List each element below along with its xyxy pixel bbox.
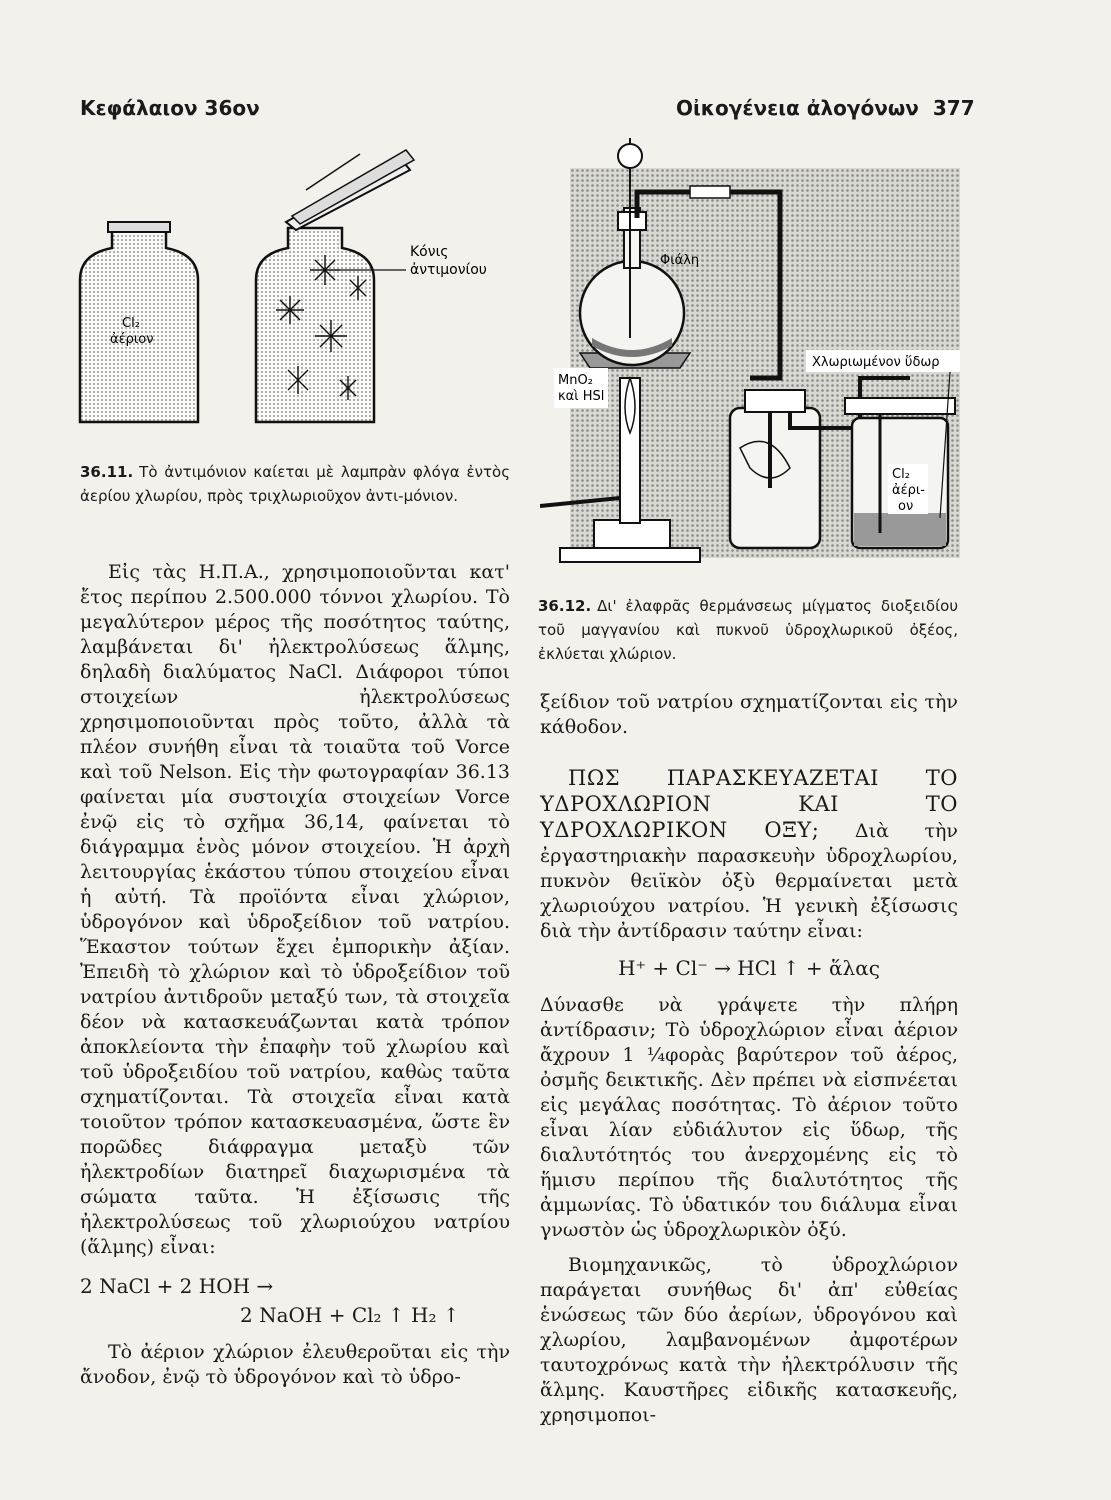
paragraph: Δύνασθε νὰ γράψετε τὴν πλήρη ἀντίδρασιν; Τὸ ὑδροχλώριον εἶναι ἀέριον ἄχρουν 1 ¼φορὰς βαρύτερον τοῦ ἀέρος, ὀσμῆς δεικτικῆς. Δὲν πρέπει νὰ εἰσπνέεται εἰς μεγάλας ποσότητας. Τὸ ἀέριον τοῦτο εἶναι λίαν εὐδιάλυτον εἰς ὕδωρ, τῆς διαλυτότητός του ἀνερχομένης εἰς τὸ ἥμισυ περίπου τῆς διαλυτότητος τῆς ἀμμωνίας. Τὸ ὑδατικόν του διάλυμα εἶναι γνωστὸν ὡς ὑδροχλωρικὸν ὀξύ. [540,994,958,1241]
left-column [80,560,510,1390]
caption-number: 36.12. [538,597,592,615]
reagent-label: MnO₂ [558,373,593,388]
hcl-equation: H⁺ + Cl⁻ → HCl ↑ + ἅλας [618,956,880,980]
gas-label-2: ἀέριον [110,332,154,347]
figure-chlorine-apparatus [540,128,960,578]
caption-text: Δι' ἐλαφρᾶς θερμάνσεως μίγματος διοξειδίου τοῦ μαγγανίου καὶ πυκνοῦ ὑδροχλωρικοῦ ὀξέος, ἐκλύεται χλώριον. [538,597,958,663]
gas-label-3: ον [898,499,914,514]
page-number: 377 [932,96,975,120]
section-heading: ΠΩΣ ΠΑΡΑΣΚΕΥΑΖΕΤΑΙ ΤΟ ΥΔΡΟΧΛΩΡΙΟΝ ΚΑΙ ΤΟ ΥΔΡΟΧΛΩΡΙΚΟΝ ΟΞΥ; [540,766,958,842]
section-paragraph [540,766,958,944]
paragraph: Εἰς τὰς Η.Π.Α., χρησιμοποιοῦνται κατ' ἔτος περίπου 2.500.000 τόννοι χλωρίου. Τὸ μεγαλύτερον μέρος τῆς ποσότητος ταύτης, λαμβάνεται δι' ἠλεκτρολύσεως ἅλμης, δηλαδὴ διαλύματος NaCl. Διάφοροι τύποι στοιχείων ἠλεκτρολύσεως χρησιμοποιοῦνται πρὸς τοῦτο, ἀλλὰ τὰ πλέον συνήθη εἶναι τὰ τοιαῦτα τοῦ Vorce καὶ τοῦ Nelson. Εἰς τὴν φωτογραφίαν 36.13 φαίνεται μία συστοιχία στοιχείων Vorce ἐνῷ εἰς τὸ σχῆμα 36,14, φαίνεται τὸ διάγραμμα ἑνὸς μόνον στοιχείου. Ἡ ἀρχὴ λειτουργίας ἑκάστου τύπου στοιχείου εἶναι ἡ αὐτή. Τὰ προϊόντα εἶναι χλώριον, ὑδρογόνον καὶ ὑδροξείδιον τοῦ νατρίου. Ἕκαστον τούτων ἔχει ἐμπορικὴν ἀξίαν. Ἐπειδὴ τὸ χλώριον καὶ τὸ ὑδροξείδιον τοῦ νατρίου ἀντιδροῦν μεταξύ των, τὰ στοιχεῖα δέον νὰ κατασκευάζωνται κατὰ τρόπον ἀποκλείοντα τὴν ἐπαφὴν τοῦ χλωρίου καὶ τοῦ ὑδροξειδίου τοῦ νατρίου, καθὼς ταῦτα σχηματίζονται. Τὰ στοιχεῖα εἶναι κατὰ τοιοῦτον τρόπον κατασκευασμένα, ὥστε ἓν πορῶδες διάφραγμα μεταξὺ τῶν ἠλεκτροδίων διατηρεῖ διαχωρισμένα τὰ σώματα ταῦτα. Ἡ ἐξίσωσις τῆς ἠλεκτρολύσεως τοῦ χλωριούχου νατρίου (ἅλμης) εἶναι: [80,561,510,1258]
paragraph: Βιομηχανικῶς, τὸ ὑδροχλώριον παράγεται συνήθως δι' ἀπ' εὐθείας ἑνώσεως τῶν δύο ἀερίων, ὑδρογόνου καὶ χλωρίου, λαμβανομένων ἀμφοτέρων ταυτοχρόνως κατὰ τὴν ἠλεκτρόλυσιν τῆς ἅλμης. Καυστῆρες εἰδικῆς κατασκευῆς, χρησιμοποι- [540,1254,958,1426]
gas-label: Cl₂ [122,316,140,331]
section-title: Οἰκογένεια ἀλογόνων [676,96,919,120]
reagent-label-2: καὶ HSl [558,389,605,404]
electrolysis-equation-line-2: 2 NaOH + Cl₂ ↑ H₂ ↑ [240,1303,460,1327]
paragraph-continuation: ξείδιον τοῦ νατρίου σχηματίζονται εἰς τὴν κάθοδον. [540,691,958,738]
chlorine-water-label: Χλωριωμένον ὕδωρ [812,355,940,370]
running-header-section [676,96,975,120]
flask-label: Φιάλη [660,253,700,268]
paragraph-text: Διὰ τὴν ἐργαστηριακὴν παρασκευὴν ὑδροχλωρίου, πυκνὸν θειϊκὸν ὀξὺ θερμαίνεται μετὰ χλωριούχου νατρίου. Ἡ γενικὴ ἐξίσωσις διὰ τὴν ἀντίδρασιν ταύτην εἶναι: [540,820,958,942]
running-header-chapter: Κεφάλαιον 36ον [80,96,260,120]
antimony-bottle [256,150,487,422]
paragraph: Τὸ ἀέριον χλώριον ἐλευθεροῦται εἰς τὴν ἄνοδον, ἐνῷ τὸ ὑδρογόνον καὶ τὸ ὑδρο- [80,1341,510,1388]
antimony-dust-label: Κόνις [410,244,449,260]
figure-caption-36-11 [80,460,510,508]
chlorine-bottle [80,222,198,422]
caption-text: Τὸ ἀντιμόνιον καίεται μὲ λαμπρὰν φλόγα ἐντὸς ἀερίου χλωρίου, πρὸς τριχλωριοῦχον ἀντι-μόνιον. [80,463,510,505]
caption-number: 36.11. [80,463,134,481]
gas-label: Cl₂ [892,467,910,482]
right-column [540,690,958,1428]
electrolysis-equation-line-1: 2 NaCl + 2 HOH → [80,1274,274,1298]
figure-caption-36-12 [538,594,958,666]
antimony-dust-label-2: ἀντιμονίου [410,262,487,278]
gas-label-2: ἀέρι- [892,483,925,498]
figure-chlorine-bottles [60,130,540,450]
